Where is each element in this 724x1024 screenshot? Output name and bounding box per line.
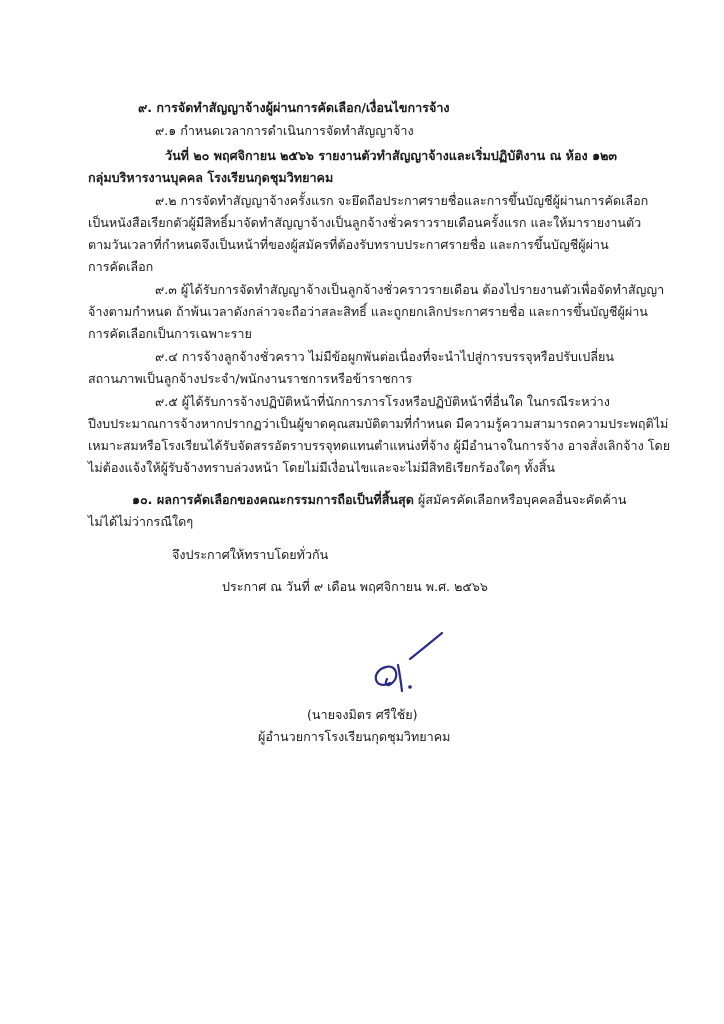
clause-9-5-line-4: ไม่ต้องแจ้งให้ผู้รับจ้างทราบล่วงหน้า โดยไม่มีเงื่อนไขและจะไม่มีสิทธิเรียกร้องใดๆ ทั้งสิ้น — [88, 460, 555, 475]
clause-9-3-line-1: ๙.๓ ผู้ได้รับการจัดทำสัญญาจ้างเป็นลูกจ้างชั่วคราวรายเดือน ต้องไปรายงานตัวเพื่อจัดทำสัญญา — [155, 282, 665, 297]
clause-9-2-line-4: การคัดเลือก — [88, 259, 154, 274]
clause-9-1: ๙.๑ กำหนดเวลาการดำเนินการจัดทำสัญญาจ้าง — [155, 123, 414, 138]
clause-9-4-line-1: ๙.๔ การจ้างลูกจ้างชั่วคราว ไม่มีข้อผูกพันต่อเนื่องที่จะนำไปสู่การบรรจุหรือปรับเปลี่ยน — [155, 349, 615, 364]
section-10-line-1 — [132, 489, 626, 511]
clause-9-2-line-1: ๙.๒ การจัดทำสัญญาจ้างครั้งแรก จะยึดถือประกาศรายชื่อและการขึ้นบัญชีผู้ผ่านการคัดเลือก — [155, 193, 649, 208]
clause-9-3-line-3: การคัดเลือกเป็นการเฉพาะราย — [88, 326, 252, 341]
section-10-text: ผู้สมัครคัดเลือกหรือบุคคลอื่นจะคัดค้าน — [413, 492, 627, 507]
announcement-date: ประกาศ ณ วันที่ ๙ เดือน พฤศจิกายน พ.ศ. ๒๕๖๖ — [222, 579, 488, 594]
section-10-line-2: ไม่ได้ไม่ว่ากรณีใดๆ — [88, 514, 194, 529]
clause-9-5-line-3: เหมาะสมหรือโรงเรียนได้รับจัดสรรอัตราบรรจุทดแทนตำแหน่งที่จ้าง ผู้มีอำนาจในการจ้าง อาจสั่งเลิกจ้าง โดย — [88, 438, 671, 453]
clause-9-5-line-1: ๙.๕ ผู้ได้รับการจ้างปฏิบัติหน้าที่นักการภารโรงหรือปฏิบัติหน้าที่อื่นใด ในกรณีระหว่าง — [155, 394, 610, 409]
section-10-heading: ๑๐. ผลการคัดเลือกของคณะกรรมการถือเป็นที่สิ้นสุด — [132, 492, 414, 507]
clause-9-1-date-line-1: วันที่ ๒๐ พฤศจิกายน ๒๕๖๖ รายงานตัวทำสัญญาจ้างและเริ่มปฏิบัติงาน ณ ห้อง ๑๒๓ — [165, 148, 617, 163]
section-9-heading: ๙. การจัดทำสัญญาจ้างผู้ผ่านการคัดเลือก/เงื่อนไขการจ้าง — [138, 100, 450, 115]
announcement-text: จึงประกาศให้ทราบโดยทั่วกัน — [172, 547, 329, 562]
signature — [360, 625, 450, 705]
clause-9-5-line-2: ปีงบประมาณการจ้างหากปรากฏว่าเป็นผู้ขาดคุณสมบัติตามที่กำหนด มีความรู้ความสามารถความประพฤติไม่ — [88, 416, 669, 431]
signer-title: ผู้อำนวยการโรงเรียนกุดชุมวิทยาคม — [258, 729, 451, 744]
signer-name: (นายจงมิตร ศรีใช้ย) — [307, 707, 418, 722]
clause-9-3-line-2: จ้างตามกำหนด ถ้าพ้นเวลาดังกล่าวจะถือว่าสละสิทธิ์ และถูกยกเลิกประกาศรายชื่อ และการขึ้นบัญชีผู้ผ่าน — [88, 304, 648, 319]
clause-9-1-date-line-2: กลุ่มบริหารงานบุคคล โรงเรียนกุดชุมวิทยาคม — [88, 170, 334, 185]
clause-9-4-line-2: สถานภาพเป็นลูกจ้างประจำ/พนักงานราชการหรือข้าราชการ — [88, 371, 413, 386]
clause-9-2-line-2: เป็นหนังสือเรียกตัวผู้มีสิทธิ์มาจัดทำสัญญาจ้างเป็นลูกจ้างชั่วคราวรายเดือนครั้งแรก และให้มารายงานตัว — [88, 215, 642, 230]
clause-9-2-line-3: ตามวันเวลาที่กำหนดจึงเป็นหน้าที่ของผู้สมัครที่ต้องรับทราบประกาศรายชื่อ และการขึ้นบัญชีผู้ผ่าน — [88, 237, 609, 252]
